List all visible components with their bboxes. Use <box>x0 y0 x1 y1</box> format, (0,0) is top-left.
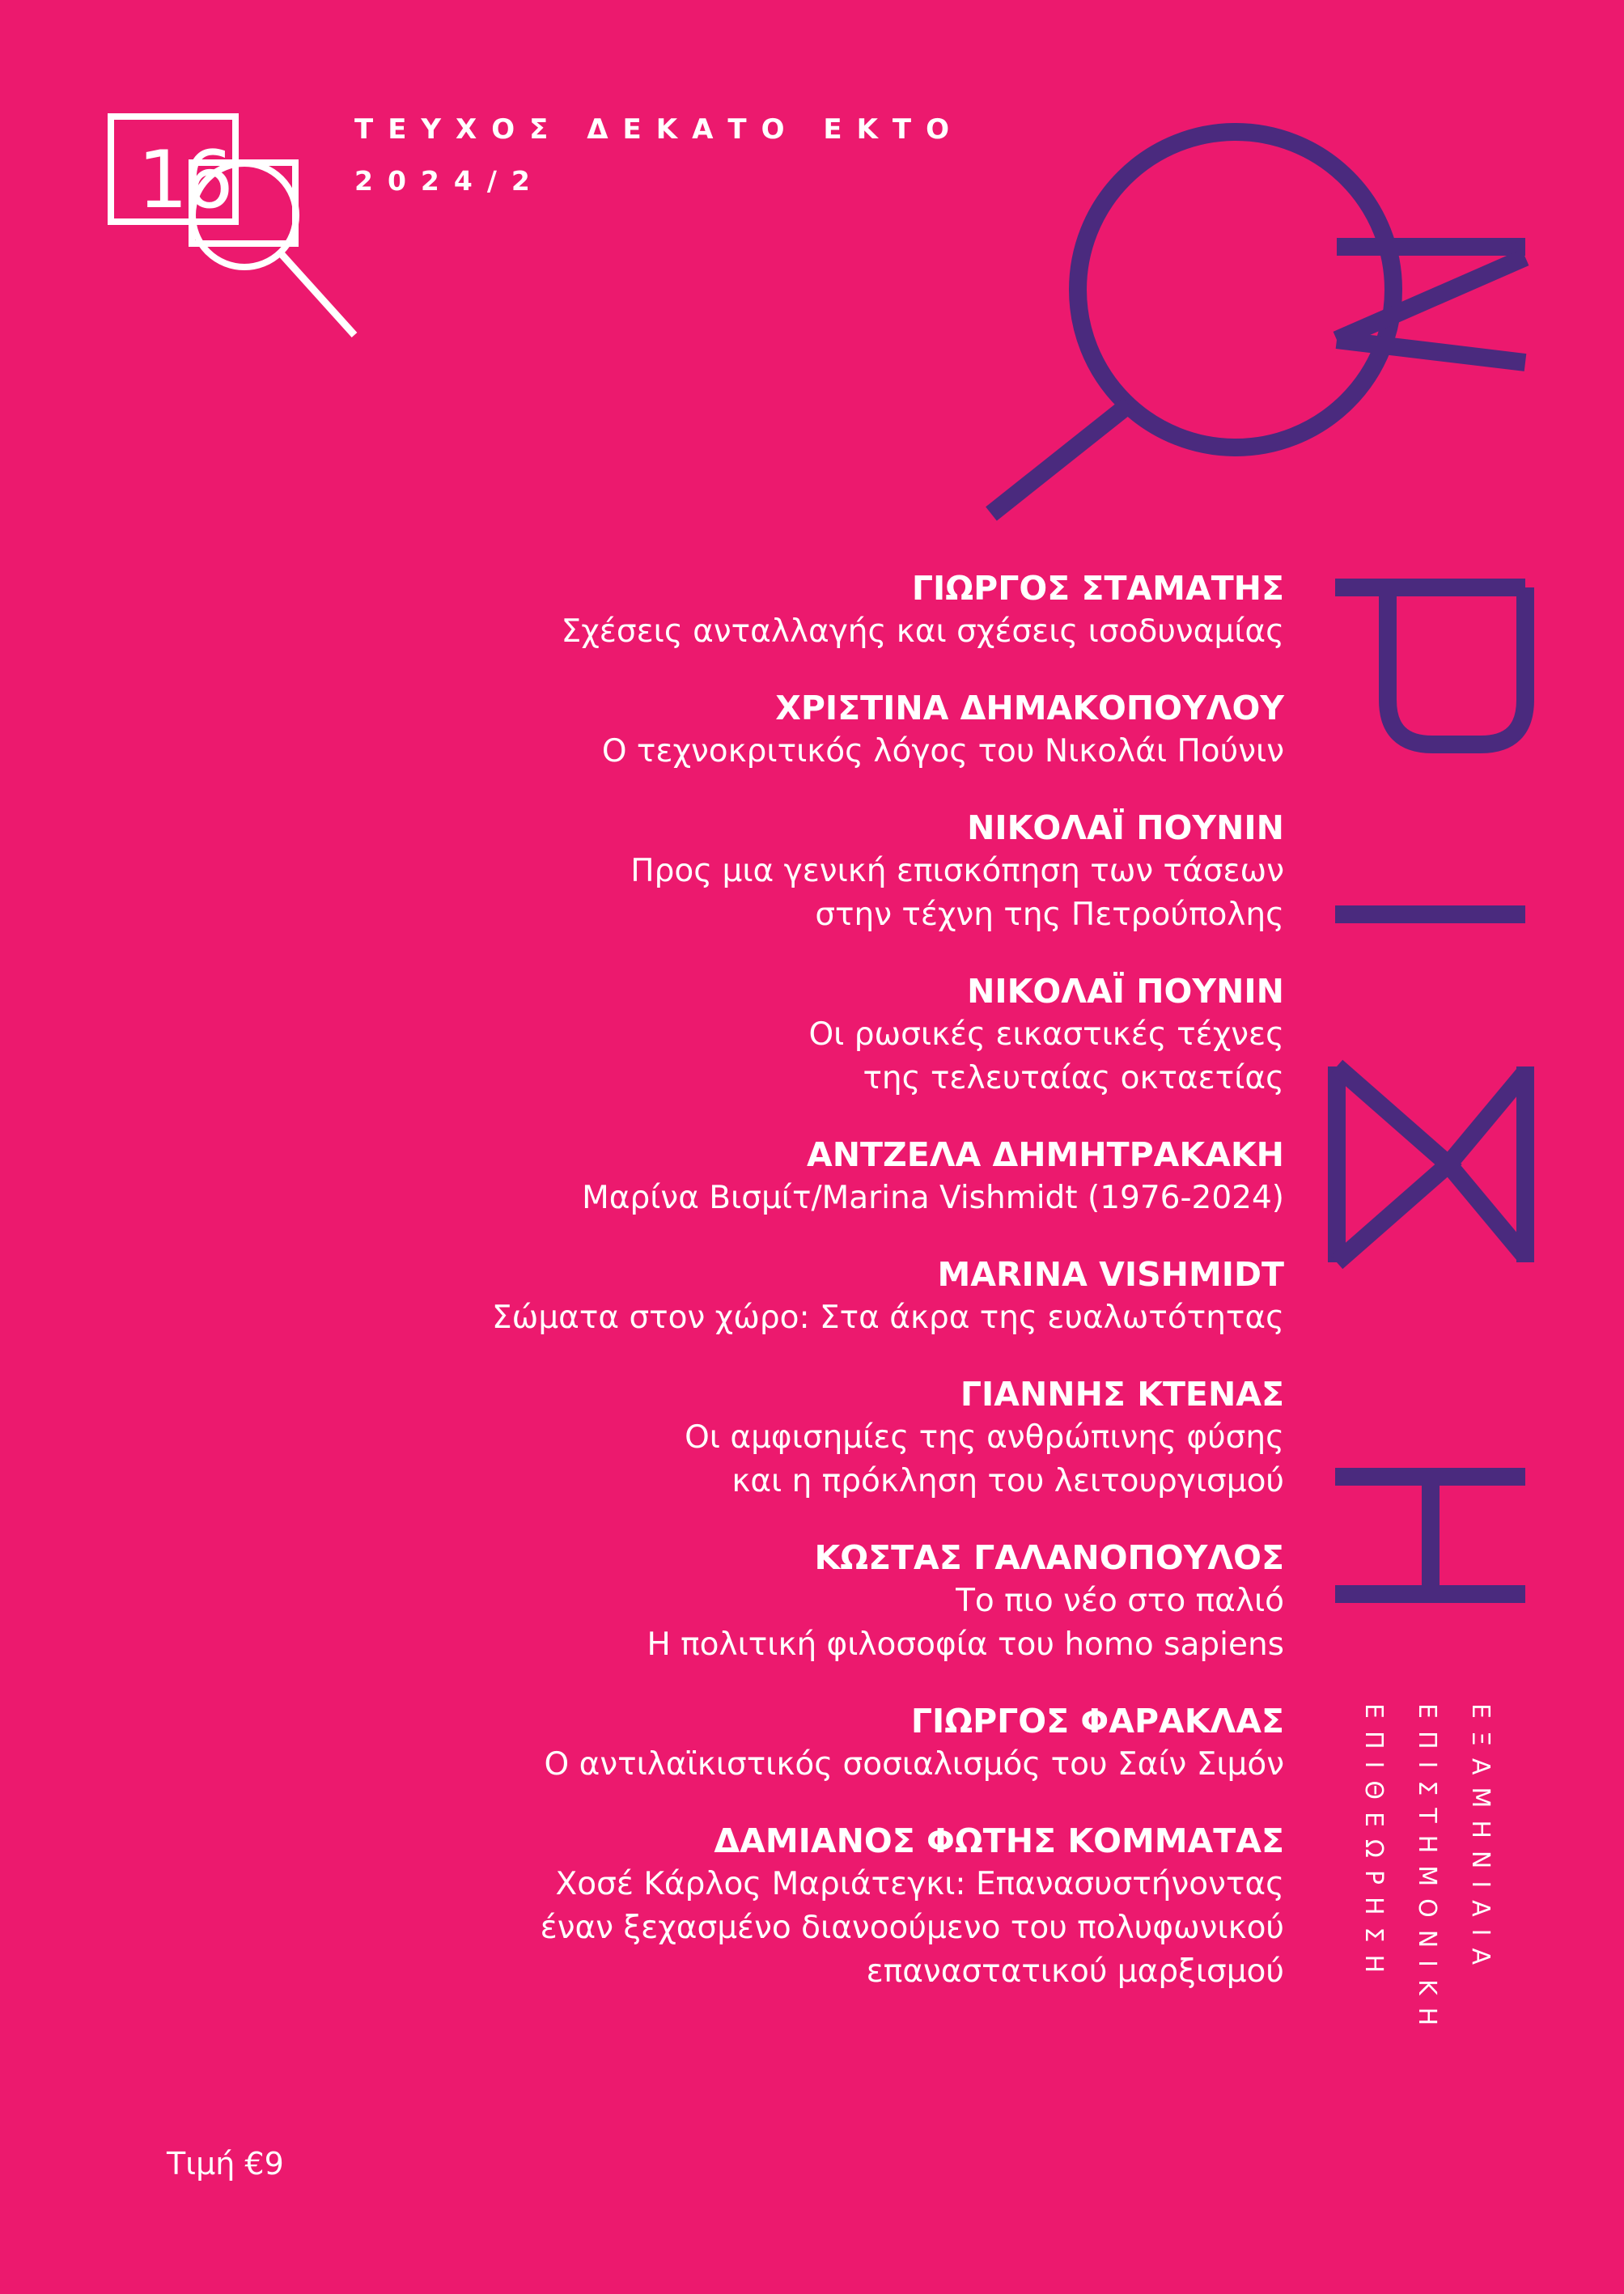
article-entry <box>394 1536 1284 1667</box>
article-title-line: Η πολιτική φιλοσοφία του homo sapiens <box>647 1626 1284 1663</box>
article-author: ΑΝΤΖΕΛΑ ΔΗΜΗΤΡΑΚΑΚΗ <box>807 1135 1284 1174</box>
masthead-handle-icon <box>991 405 1129 514</box>
article-entry <box>394 1819 1284 1994</box>
price-label: Τιμή €9 <box>167 2146 284 2182</box>
subtitle-line: ΕΠΙΘΕΩΡΗΣΗ <box>1359 1703 1388 1986</box>
article-entry <box>394 1699 1284 1787</box>
article-title-line: Ο αντιλαϊκιστικός σοσιαλισμός του Σαίν Σιμόν <box>544 1746 1284 1783</box>
article-author: ΓΙΑΝΝΗΣ ΚΤΕΝΑΣ <box>960 1375 1284 1414</box>
article-author: ΝΙΚΟΛΑΪ ΠΟΥΝΙΝ <box>967 972 1284 1011</box>
article-entry <box>394 1133 1284 1220</box>
article-entry <box>394 1253 1284 1340</box>
article-author: ΝΙΚΟΛΑΪ ΠΟΥΝΙΝ <box>967 808 1284 847</box>
journal-subtitle <box>1359 1703 1529 2051</box>
article-title-line: επαναστατικού μαρξισμού <box>866 1953 1284 1990</box>
article-entry <box>394 969 1284 1100</box>
article-title-line: Οι ρωσικές εικαστικές τέχνες <box>808 1016 1284 1053</box>
article-title-line: Χοσέ Κάρλος Μαριάτεγκι: Επανασυστήνοντας <box>555 1866 1284 1902</box>
article-author: ΓΙΩΡΓΟΣ ΣΤΑΜΑΤΗΣ <box>911 569 1284 608</box>
issue-label: ΤΕΥΧΟΣ ΔΕΚΑΤΟ ΕΚΤΟ <box>354 113 965 146</box>
article-title-line: Οι αμφισημίες της ανθρώπινης φύσης <box>685 1419 1284 1456</box>
article-title-line: και η πρόκληση του λειτουργισμού <box>731 1463 1284 1499</box>
article-title-line: έναν ξεχασμένο διανοούμενο του πολυφωνικού <box>540 1910 1284 1946</box>
issue-badge-number: 16 <box>138 134 229 227</box>
subtitle-line: ΕΠΙΣΤΗΜΟΝΙΚΗ <box>1413 1703 1441 2038</box>
masthead-letter-rho <box>1335 587 1525 744</box>
masthead-letter-eta <box>1335 1477 1525 1594</box>
article-title-line: Προς μια γενική επισκόπηση των τάσεων <box>630 853 1284 889</box>
subtitle-line: ΕΞΑΜΗΝΙΑΙΑ <box>1466 1703 1495 1978</box>
article-title-line: Το πιο νέο στο παλιό <box>956 1583 1284 1619</box>
article-author: ΚΩΣΤΑΣ ΓΑΛΑΝΟΠΟΥΛΟΣ <box>814 1538 1284 1577</box>
article-entry <box>394 806 1284 937</box>
table-of-contents <box>394 566 1284 2026</box>
article-title-line: Ο τεχνοκριτικός λόγος του Νικολάι Πούνιν <box>601 733 1284 770</box>
article-title-line: στην τέχνη της Πετρούπολης <box>815 897 1284 933</box>
article-author: ΔΑΜΙΑΝΟΣ ΦΩΤΗΣ ΚΟΜΜΑΤΑΣ <box>714 1821 1284 1860</box>
masthead-letter-kappa <box>991 132 1525 514</box>
article-author: MARINA VISHMIDT <box>937 1255 1284 1294</box>
article-entry <box>394 686 1284 774</box>
masthead-letter-sigma <box>1337 1066 1525 1262</box>
issue-number: 2024/2 <box>354 165 545 197</box>
article-entry <box>394 1372 1284 1503</box>
article-title-line: της τελευταίας οκταετίας <box>863 1060 1284 1096</box>
article-author: ΓΙΩΡΓΟΣ ΦΑΡΑΚΛΑΣ <box>910 1702 1284 1741</box>
magnifier-handle-icon <box>280 252 354 335</box>
article-title-line: Σώματα στον χώρο: Στα άκρα της ευαλωτότητας <box>492 1300 1284 1336</box>
article-entry <box>394 566 1284 654</box>
article-title-line: Μαρίνα Βισμίτ/Marina Vishmidt (1976-2024) <box>582 1180 1284 1216</box>
article-title-line: Σχέσεις ανταλλαγής και σχέσεις ισοδυναμίας <box>561 613 1284 650</box>
article-author: ΧΡΙΣΤΙΝΑ ΔΗΜΑΚΟΠΟΥΛΟΥ <box>775 689 1284 727</box>
issue-logo <box>105 110 364 345</box>
